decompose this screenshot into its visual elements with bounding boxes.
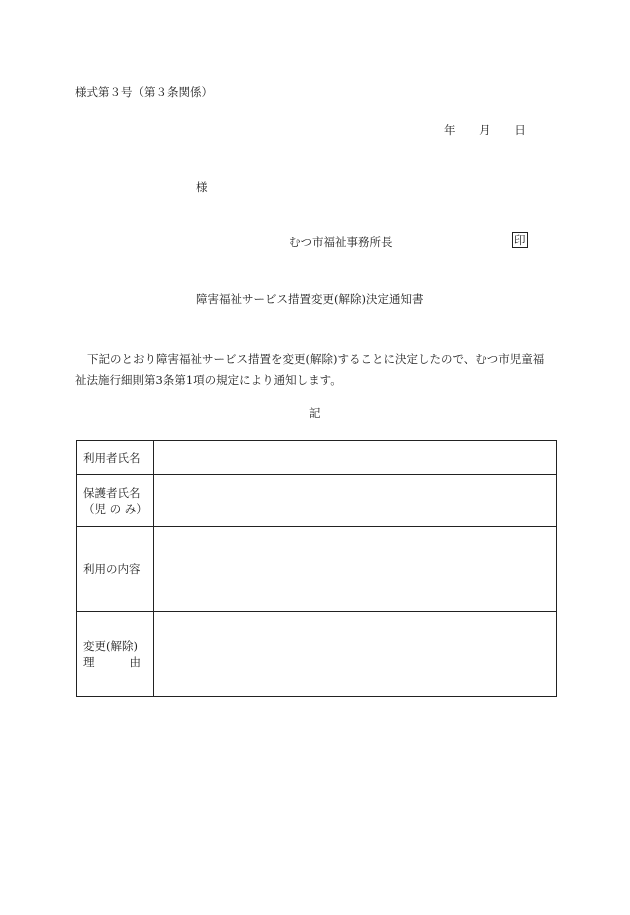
body-text: 下記のとおり障害福祉サービス措置を変更(解除)することに決定したので、むつ市児童福祉法施行細則第3条第1項の規定により通知します。 xyxy=(75,352,545,387)
label-user-name-text: 利用者氏名 xyxy=(83,450,141,465)
value-usage-content[interactable] xyxy=(154,527,557,612)
issuer-name: むつ市福祉事務所長 xyxy=(289,235,393,249)
table-row-user-name xyxy=(77,441,557,475)
info-table xyxy=(76,440,557,697)
document-title: 障害福祉サービス措置変更(解除)決定通知書 xyxy=(196,292,424,306)
value-user-name[interactable] xyxy=(154,441,557,475)
form-number: 様式第３号（第３条関係） xyxy=(75,85,213,99)
label-change-reason-line1: 変更(解除) xyxy=(83,639,138,653)
recipient-honorific: 様 xyxy=(196,180,208,194)
label-guardian-name xyxy=(77,475,154,527)
label-usage-content-text: 利用の内容 xyxy=(83,562,141,576)
table-row-usage-content xyxy=(77,527,557,612)
table-row-change-reason xyxy=(77,612,557,697)
label-guardian-name-line1: 保護者氏名 xyxy=(83,485,141,500)
ki-heading: 記 xyxy=(309,406,321,420)
date-year-label: 年 xyxy=(444,123,456,137)
label-guardian-name-line2: （児 の み） xyxy=(83,501,148,516)
label-user-name xyxy=(77,441,154,475)
seal-mark: 印 xyxy=(514,233,526,247)
value-guardian-name[interactable] xyxy=(154,475,557,527)
table-row-guardian-name xyxy=(77,475,557,527)
date-line xyxy=(444,122,526,138)
date-month-label: 月 xyxy=(479,123,491,137)
label-usage-content xyxy=(77,527,154,612)
label-change-reason-line2 xyxy=(83,654,141,670)
label-change-reason-ri: 理 xyxy=(83,655,95,669)
value-change-reason[interactable] xyxy=(154,612,557,697)
date-day-label: 日 xyxy=(514,123,526,137)
label-change-reason xyxy=(77,612,154,697)
label-change-reason-yu: 由 xyxy=(129,655,141,669)
